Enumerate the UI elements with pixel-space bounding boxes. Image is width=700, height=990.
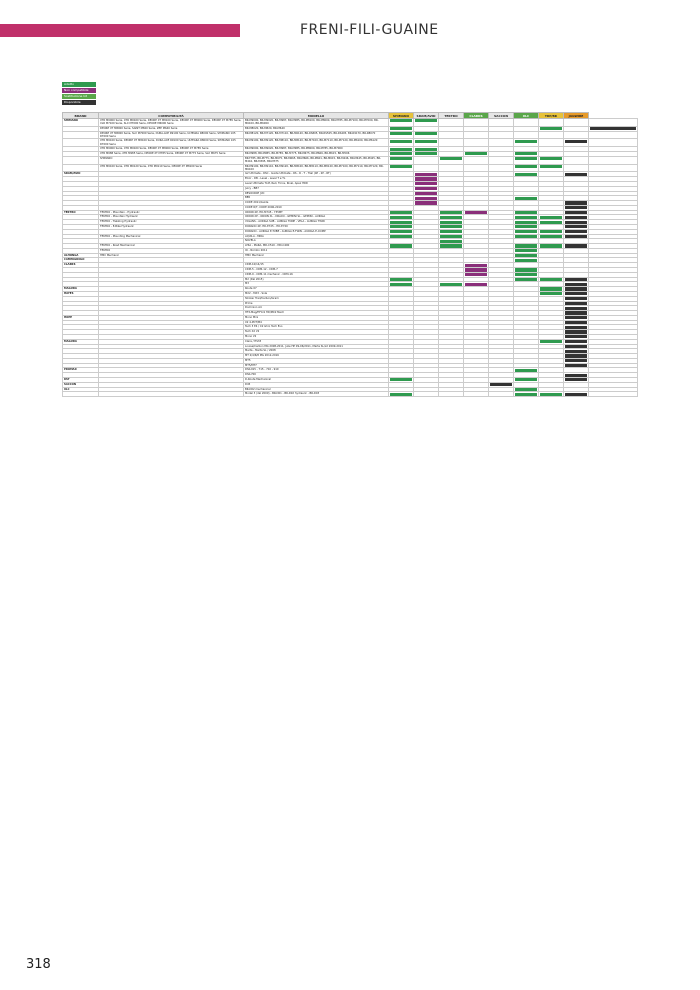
cell-code (564, 119, 589, 127)
code-marker (515, 249, 537, 252)
cell-compat: HMC Mechanic (99, 253, 244, 258)
code-marker (565, 225, 587, 228)
cell-code (589, 131, 638, 139)
cell-code (439, 392, 464, 397)
cell-model: VOLANS - AURIGA SUB - AURIGA TONE - VELA - AURIGA TWIN (244, 220, 389, 225)
cell-model: M2 (Dal 2015) (244, 277, 389, 282)
cell-code (439, 139, 464, 147)
code-marker (415, 173, 437, 176)
cell-model: BR-M988, BR-M985, BR-M785, BR-M775, BR-M675, BR-M666, BR-M615, BR-M596 (244, 152, 389, 157)
cell-code (464, 392, 489, 397)
cell-compat: TEKTRO - Road Mechanical (99, 244, 244, 249)
cell-compat: TEKTRO - E-Bike Hydraulic (99, 225, 244, 230)
cell-code (589, 164, 638, 172)
cell-code (414, 156, 439, 164)
cell-model: Tech X2 V2 (244, 330, 389, 335)
code-marker (390, 165, 412, 168)
cell-code (539, 131, 564, 139)
code-marker (565, 378, 587, 381)
cell-compat: TEKTRO - Mountain Hydraulic (99, 215, 244, 220)
cell-brand: CLARKS (63, 263, 99, 268)
code-marker (415, 192, 437, 195)
cell-model: DSK-700 (244, 373, 389, 378)
cell-compat: TEKTRO - Trekking Hydraulic (99, 220, 244, 225)
cell-code (539, 139, 564, 147)
cell-model: Louise/Carbon MG 2008-2011, Julie HP 09-06/2011, Marta SL/LX 2009-2011 (244, 344, 389, 349)
cell-brand: RST (63, 378, 99, 383)
cell-code (489, 392, 514, 397)
code-marker (565, 297, 587, 300)
code-marker (540, 287, 562, 290)
cell-code (514, 119, 539, 127)
cell-compat (99, 392, 244, 397)
page-number: 318 (26, 957, 51, 972)
cell-compat: XTR M9100 Serie, DEORE XT M8100 Serie, DURA-ACE R9100 Serie, ULTEGRA R8000 Serie, SHIMANO 105 R7000 Serie (99, 139, 244, 147)
cell-model: BR-M8120, BR-M7120, BR-M7110, BR-M6120, BR-RS805, BR-RS505, BR-RS405, BR-R9170, BR-R8070 (244, 131, 389, 139)
code-marker (515, 235, 537, 238)
table-row (63, 119, 638, 127)
cell-compat: XTR M9100 Serie, XTR M9120 Serie, XTR M9110 Serie, DEORE XT M8100 Serie (99, 164, 244, 172)
table-row (63, 164, 638, 172)
code-marker (565, 393, 587, 396)
code-marker (565, 321, 587, 324)
legend-item: Sostituzione kit (62, 94, 96, 99)
code-marker (515, 157, 537, 160)
code-marker (440, 230, 462, 233)
cell-model: MT 2/4/6/8 MG 2012-2016 (244, 354, 389, 359)
cell-model: BB5 (244, 196, 389, 201)
cell-model: Prime (244, 301, 389, 306)
code-marker (440, 240, 462, 243)
code-marker (515, 140, 537, 143)
code-marker (540, 216, 562, 219)
code-marker (565, 292, 587, 295)
code-marker (390, 225, 412, 228)
code-marker (415, 187, 437, 190)
code-marker (540, 278, 562, 281)
code-marker (415, 152, 437, 155)
cell-model: LYRA - MARA, MD-C510 - MD-C400 (244, 244, 389, 249)
cell-model: Tech 3 E4 / X2 Ghd, Tech Evo (244, 325, 389, 330)
column-header: BRAND (63, 113, 99, 119)
cell-model: Clara / HS33 (244, 339, 389, 344)
cell-model: Marta - Marta SL / 2008 (244, 349, 389, 354)
cell-code (489, 164, 514, 172)
code-marker (515, 173, 537, 176)
code-marker (440, 283, 462, 286)
code-marker (565, 340, 587, 343)
code-marker (565, 316, 587, 319)
cell-code (464, 119, 489, 127)
cell-brand: SHIMANO (63, 119, 99, 127)
code-marker (565, 230, 587, 233)
code-marker (515, 197, 537, 200)
code-marker (390, 211, 412, 214)
cell-model: DSK-915 - 715 - 710 - 910 (244, 368, 389, 373)
cell-model: CODE R/T, CODE 2006-2010 (244, 205, 389, 210)
cell-model: D-Route Mechanical (244, 378, 389, 383)
code-marker (440, 221, 462, 224)
cell-code (414, 131, 439, 139)
cell-code (439, 156, 464, 164)
code-marker (565, 345, 587, 348)
code-marker (515, 259, 537, 262)
cell-model: DORADO - AURIGA E-TUBE - AURIGA E-TWIN - AURIGA E-COMP (244, 229, 389, 234)
cell-code (539, 164, 564, 172)
cell-brand (63, 131, 99, 139)
table-row (63, 139, 638, 147)
code-marker (465, 268, 487, 271)
cell-brand: SRAM/AVID (63, 172, 99, 177)
cell-code (489, 139, 514, 147)
code-marker (515, 254, 537, 257)
cell-code (439, 119, 464, 127)
cell-code (389, 119, 414, 127)
cell-compat: TEKTRO (99, 248, 244, 253)
cell-model: Level Ultimate TLM, Red, Force, Rival, Apex HRD (244, 181, 389, 186)
cell-model: CODE 2011/Guide (244, 201, 389, 206)
column-header: TEKTRO (439, 113, 464, 119)
cell-code (414, 164, 439, 172)
cell-brand (63, 392, 99, 397)
cell-code (489, 119, 514, 127)
cell-brand: SACCON (63, 382, 99, 387)
cell-model: CDM-10/14/15 (244, 263, 389, 268)
cell-model: Route 07 (244, 287, 389, 292)
cell-compat: DEORE XT M8000 Serie, SAINT M820 Serie, ZEE M640 Serie (99, 126, 244, 131)
code-marker (415, 177, 437, 180)
cell-code (439, 131, 464, 139)
column-header: JAGWIRE (564, 113, 589, 119)
cell-code (564, 392, 589, 397)
cell-code (514, 156, 539, 164)
code-marker (565, 359, 587, 362)
cell-code (564, 139, 589, 147)
code-marker (565, 244, 587, 247)
code-marker (565, 335, 587, 338)
code-marker (540, 244, 562, 247)
code-marker (565, 140, 587, 143)
cell-model: Mono V2 (244, 334, 389, 339)
cell-brand (63, 164, 99, 172)
code-marker (565, 330, 587, 333)
code-marker (390, 216, 412, 219)
code-marker (515, 378, 537, 381)
table-row (63, 392, 638, 397)
cell-code (564, 131, 589, 139)
code-marker (465, 152, 487, 155)
code-marker (565, 307, 587, 310)
cell-model: Mono Mini (244, 315, 389, 320)
cell-compat: XTR M9000 Serie, XTR M9020 Serie, DEORE XT M8100 Serie, DEORE XT M8000 Serie, DEORE XT M785 Serie, XLR M7100 Serie, SLX M7000 Serie, DEORE M6000 Serie (99, 119, 244, 127)
code-marker (465, 211, 487, 214)
code-marker (565, 364, 587, 367)
code-marker (565, 374, 587, 377)
code-marker (565, 221, 587, 224)
code-marker (515, 165, 537, 168)
legend-item: Adatto (62, 82, 96, 87)
code-marker (465, 264, 487, 267)
cell-code (489, 156, 514, 164)
cell-brand: HAYES (63, 291, 99, 296)
cell-model: BR-M9100, BR-M9110, BR-M9120, BR-M8100, BR-M8110, BR-M8120, BR-M7100, BR-M7110, BR-M7120, BR-M6100 (244, 164, 389, 172)
column-header: CLARKS (464, 113, 489, 119)
column-header: TRP/BK (539, 113, 564, 119)
code-marker (565, 302, 587, 305)
cell-brand: TEKTRO (63, 210, 99, 215)
cell-brand: PROMAX (63, 368, 99, 373)
cell-model: CDM-9 - CDM-11 mechanic - CDM-16 (244, 272, 389, 277)
cell-code (514, 164, 539, 172)
code-marker (515, 268, 537, 271)
cell-brand: MAGURA (63, 287, 99, 292)
cell-code (389, 392, 414, 397)
cell-code (389, 131, 414, 139)
code-marker (515, 388, 537, 391)
code-marker (565, 201, 587, 204)
cell-model: BR-M9100, BR-M9120, BR-M8110, BR-M8120, BR-M7100, BR-M7110, BR-M7120, BR-M6100, BR-M6120 (244, 139, 389, 147)
cell-model: IO - Nordon 2011 (244, 248, 389, 253)
cell-code (514, 139, 539, 147)
legend (62, 82, 96, 106)
code-marker (590, 127, 636, 130)
cell-compat: SHIMANO (99, 156, 244, 164)
compatibility-table (62, 112, 638, 397)
cell-code (414, 139, 439, 147)
code-marker (415, 182, 437, 185)
cell-model: HFX-Mag/HFX-9 HD/MX2 Mech (244, 311, 389, 316)
code-marker (415, 201, 437, 204)
code-marker (515, 221, 537, 224)
code-marker (540, 157, 562, 160)
code-marker (540, 292, 562, 295)
code-marker (390, 148, 412, 151)
cell-model: DORADO 4P, HD-E725 - HD-E720 (244, 225, 389, 230)
code-marker (415, 140, 437, 143)
code-marker (565, 235, 587, 238)
column-header: COMPATIBILITÀ (99, 113, 244, 119)
code-marker (515, 216, 537, 219)
column-header: XLC (514, 113, 539, 119)
code-marker (390, 132, 412, 135)
code-marker (540, 230, 562, 233)
cell-model: D45 (244, 382, 389, 387)
cell-model: NOVELA (244, 239, 389, 244)
cell-model: MX2 - MX3 - Sole (244, 291, 389, 296)
cell-model: X2 4-POT/M4 (244, 320, 389, 325)
page-title: FRENI-FILI-GUAINE (300, 22, 439, 38)
cell-model: MT5 (244, 358, 389, 363)
code-marker (390, 157, 412, 160)
code-marker (390, 230, 412, 233)
cell-model: Model 3 (dal 2009) - BR-D01 - BR-D02 hydraulic - BR-D03 (244, 392, 389, 397)
cell-code (564, 164, 589, 172)
code-marker (565, 206, 587, 209)
table-row (63, 156, 638, 164)
cell-code (489, 131, 514, 139)
cell-model: Juicy - BB7 (244, 186, 389, 191)
cell-model: AQUILA - MIRA (244, 234, 389, 239)
cell-brand: CAMPAGNOLO (63, 258, 99, 263)
cell-brand: HOPE (63, 315, 99, 320)
column-header: SRAM/AVID (414, 113, 439, 119)
code-marker (440, 157, 462, 160)
code-marker (390, 140, 412, 143)
cell-model: HMC Mechanic (244, 253, 389, 258)
cell-code (414, 392, 439, 397)
code-marker (440, 235, 462, 238)
code-marker (390, 278, 412, 281)
code-marker (390, 378, 412, 381)
cell-model: BR-D02 mechanical (244, 387, 389, 392)
code-marker (540, 165, 562, 168)
cell-code (564, 156, 589, 164)
cell-compat: DEORE XT M8000 Serie, SLX M7000 Serie, DURA-ACE R9100 Serie, ULTEGRA R8000 Serie, SHIMANO 105 R7000 Serie (99, 131, 244, 139)
code-marker (540, 393, 562, 396)
code-marker (390, 152, 412, 155)
code-marker (440, 211, 462, 214)
cell-code (539, 156, 564, 164)
code-marker (415, 119, 437, 122)
cell-compat: TEKTRO - Mounting Mechanical (99, 234, 244, 239)
code-marker (565, 173, 587, 176)
cell-code (514, 131, 539, 139)
code-marker (515, 230, 537, 233)
code-marker (465, 273, 487, 276)
code-marker (440, 225, 462, 228)
code-marker (415, 148, 437, 151)
cell-code (589, 119, 638, 127)
cell-code (589, 392, 638, 397)
cell-brand: XLC (63, 387, 99, 392)
code-marker (515, 152, 537, 155)
cell-code (464, 139, 489, 147)
code-marker (415, 132, 437, 135)
code-marker (390, 127, 412, 130)
code-marker (515, 393, 537, 396)
code-marker (440, 244, 462, 247)
cell-code (464, 156, 489, 164)
cell-compat: XTR M9000 Serie, XTR M9020 Serie, DEORE XT M8000 Serie, DEORE XT M785 Serie (99, 147, 244, 152)
cell-model: BR-M9000, BR-M9020, BR-M987, BR-M985, BR-M8100, BR-M8000, BR-M785, BR-M7100, BR-M7000, BR-M6100, BR-M6000 (244, 119, 389, 127)
column-header: MODELLO (244, 113, 389, 119)
cell-model: MT5/MT7 (244, 363, 389, 368)
column-header: SHIMANO (389, 113, 414, 119)
code-marker (515, 225, 537, 228)
cell-model: CDM-5 - CDM-12 - CDM-7 (244, 268, 389, 273)
code-marker (565, 211, 587, 214)
code-marker (540, 221, 562, 224)
code-marker (440, 216, 462, 219)
cell-model: BR-M9000, BR-M9020, BR-M987, BR-M985, BR-M8000, BR-M785, BR-M7000 (244, 147, 389, 152)
cell-code (389, 139, 414, 147)
cell-code (464, 164, 489, 172)
code-marker (540, 127, 562, 130)
cell-model: ORION 4P, HD-M745 - 735MT (244, 210, 389, 215)
code-marker (390, 235, 412, 238)
cell-model: M3 (244, 282, 389, 287)
cell-code (389, 156, 414, 164)
cell-model: G2 Ultimate - RSC - Guide Ultimate - RS - R - T - Trail (4P - 2P - RT) (244, 172, 389, 177)
code-marker (415, 197, 437, 200)
code-marker (390, 221, 412, 224)
code-marker (565, 216, 587, 219)
cell-model: ORION 2P - ORION XL - DRACO - GEMINI SL - GEMINI - AURIGA (244, 215, 389, 220)
code-marker (565, 287, 587, 290)
cell-compat: XTR M988 Serie, XTR M985 Serie, DEORE XT M785 Serie, DEORE XT M775 Serie, SLX M675 Serie (99, 152, 244, 157)
code-marker (515, 211, 537, 214)
code-marker (565, 350, 587, 353)
code-marker (565, 278, 587, 281)
cell-model: RESOURCE JUC (244, 191, 389, 196)
column-header: SACCON (489, 113, 514, 119)
table-row (63, 131, 638, 139)
legend-item: Disponibile (62, 100, 96, 105)
cell-code (464, 131, 489, 139)
cell-model: Dominion A4 (244, 306, 389, 311)
cell-code (539, 392, 564, 397)
cell-compat: TEKTRO - Mountain - Hydraulic (99, 210, 244, 215)
code-marker (540, 235, 562, 238)
cell-model: Elixir - DB - Level - Level T e TL (244, 177, 389, 182)
code-marker (540, 340, 562, 343)
code-marker (465, 283, 487, 286)
code-marker (390, 244, 412, 247)
cell-code (389, 164, 414, 172)
cell-model: BR-M8020, BR-M820, BR-M640 (244, 126, 389, 131)
cell-brand (63, 139, 99, 147)
cell-brand: MAGURA (63, 339, 99, 344)
cell-code (414, 119, 439, 127)
cell-code (439, 164, 464, 172)
code-marker (565, 326, 587, 329)
cell-model: BR-T785, BR-M775, BR-M675, BR-M665, BR-M666, BR-M601, BR-M615, BR-M446, BR-M445, BR-M425, BR-M416, BR-M395, BR-M375 (244, 156, 389, 164)
code-marker (515, 278, 537, 281)
cell-code (539, 119, 564, 127)
cell-brand (63, 156, 99, 164)
cell-code (589, 139, 638, 147)
code-marker (565, 354, 587, 357)
header-accent-bar (0, 24, 240, 37)
legend-item: Non compatibile (62, 88, 96, 93)
cell-code (514, 392, 539, 397)
code-marker (515, 369, 537, 372)
cell-model: Stroker Trail/Carbon/Gram (244, 296, 389, 301)
code-marker (390, 283, 412, 286)
code-marker (390, 393, 412, 396)
code-marker (390, 119, 412, 122)
cell-code (589, 156, 638, 164)
code-marker (490, 383, 512, 386)
code-marker (515, 273, 537, 276)
code-marker (565, 311, 587, 314)
code-marker (565, 283, 587, 286)
code-marker (515, 244, 537, 247)
cell-brand: ALHONGA (63, 253, 99, 258)
